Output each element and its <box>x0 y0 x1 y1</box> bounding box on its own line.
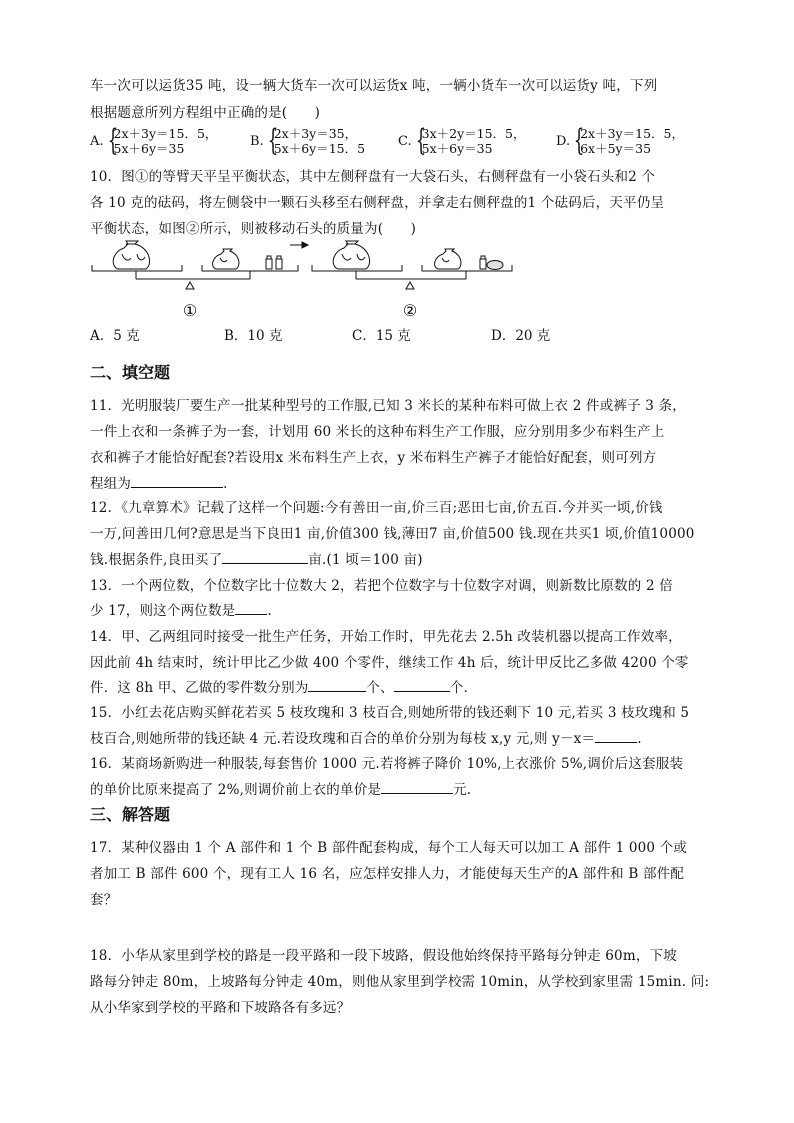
answer-blank[interactable] <box>308 677 366 692</box>
q15-text-line2: 枝百合,则她所带的钱还缺 4 元.若设玫瑰和百合的单价分别为每枝 x,y 元,则 y－x＝ . <box>90 727 642 747</box>
q14-text-line3: 件．这 8h 甲、乙做的零件数分别为 个、 个． <box>90 676 477 696</box>
section-heading-fill-in: 二、填空题 <box>90 363 171 382</box>
section-heading-solve: 三、解答题 <box>90 805 171 824</box>
q11-text-line1: 11．光明服装厂要生产一批某种型号的工作服,已知 3 米长的某种布料可做上衣 2 件或裤子 3 条， <box>90 398 686 414</box>
q10-text-line1: 10．图①的等臂天平呈平衡状态，其中左侧秤盘有一大袋石头，右侧秤盘有一小袋石头和2 个 <box>90 169 656 185</box>
q10-text-line2: 各 10 克的砝码，将左侧袋中一颗石头移至右侧秤盘，并拿走右侧秤盘的1 个砝码后，天平仍呈 <box>90 195 665 211</box>
answer-blank[interactable] <box>131 473 223 488</box>
q10-choice-b[interactable]: B．10 克 <box>224 328 283 344</box>
balance-scales-figure <box>90 240 520 322</box>
answer-blank[interactable] <box>595 728 637 743</box>
q12-text-line3: 钱.根据条件,良田买了 亩.(1 顷＝100 亩) <box>90 548 423 568</box>
q12-text-line2: 一万,问善田几何?意思是当下良田1 亩,价值300 钱,薄田7 亩,价值500 钱.现在共买1 顷,价值10000 <box>90 526 695 542</box>
equation: 5x＋6y＝15．5 <box>273 141 366 156</box>
q9-text-line2: 根据题意所列方程组中正确的是( ) <box>90 105 321 121</box>
equation: 5x＋6y＝35 <box>421 141 493 156</box>
q13-text-line1: 13．一个两位数，个位数字比十位数大 2，若把个位数字与十位数字对调，则新数比原数的 2 倍 <box>90 578 673 594</box>
q11-text-line4: 程组为 . <box>90 472 228 492</box>
equation: 2x＋3y＝15．5， <box>113 126 218 141</box>
option-label: B. <box>250 133 264 149</box>
q10-choice-d[interactable]: D．20 克 <box>491 328 551 344</box>
answer-blank[interactable] <box>235 600 267 615</box>
balance-scale-1 <box>92 241 298 289</box>
q18-text-line3: 从小华家到学校的平路和下坡路各有多远？ <box>90 1000 351 1016</box>
q18-text-line1: 18．小华从家里到学校的路是一段平路和一段下坡路，假设他始终保持平路每分钟走 60m，下坡 <box>90 948 677 964</box>
q9-option-d[interactable]: D. { 2x＋3y＝15．5， 6x＋5y＝35 <box>556 123 684 158</box>
q18-text-line2: 路每分钟走 80m，上坡路每分钟走 40m，则他从家里到学校需 10min，从学校到家里需 15min. 问: <box>90 974 710 990</box>
q12-text-line1: 12．《九章算术》记载了这样一个问题:今有善田一亩,价三百;恶田七亩,价五百.今并买一顷,价钱 <box>90 500 663 516</box>
q11-text-line2: 一件上衣和一条裤子为一套，计划用 60 米长的这种布料生产工作服，应分别用多少布料生产上 <box>90 424 665 440</box>
q17-text-line1: 17．某种仪器由 1 个 A 部件和 1 个 B 部件配套构成，每个工人每天可以加工 A 部件 1 000 个或 <box>90 840 688 856</box>
q14-text-line1: 14．甲、乙两组同时接受一批生产任务，开始工作时，甲先花去 2.5h 改装机器以提高工作效率， <box>90 629 682 645</box>
q14-text-line2: 因此前 4h 结束时，统计甲比乙少做 400 个零件，继续工作 4h 后，统计甲反比乙多做 4200 个零 <box>90 655 689 671</box>
q13-text-line2: 少 17，则这个两位数是 . <box>90 599 272 619</box>
q17-text-line2: 者加工 B 部件 600 个，现有工人 16 名，应怎样安排人力，才能使每天生产的A 部件和 B 部件配 <box>90 866 685 882</box>
equation: 2x＋3y＝15．5， <box>580 126 684 141</box>
q11-text-line3: 衣和裤子才能恰好配套?若设用x 米布料生产上衣，y 米布料生产裤子才能恰好配套，则可列方 <box>90 450 657 466</box>
equation: 3x＋2y＝15．5， <box>421 126 526 141</box>
q9-option-a[interactable]: A. { 2x＋3y＝15．5， 5x＋6y＝35 <box>90 123 218 158</box>
q9-option-b[interactable]: B. { 2x＋3y＝35， 5x＋6y＝15．5 <box>250 123 366 158</box>
answer-blank[interactable] <box>222 549 308 564</box>
q16-text-line1: 16．某商场新购进一种服装,每套售价 1000 元.若将裤子降价 10%,上衣涨价 5%,调价后这套服装 <box>90 756 684 772</box>
equation: 2x＋3y＝35， <box>273 126 358 141</box>
option-label: C. <box>398 133 412 149</box>
q16-text-line2: 的单价比原来提高了 2%,则调价前上衣的单价是 元. <box>90 778 471 798</box>
option-label: A. <box>90 133 104 149</box>
option-label: D. <box>556 133 571 149</box>
equation: 6x＋5y＝35 <box>580 141 652 156</box>
q9-option-c[interactable]: C. { 3x＋2y＝15．5， 5x＋6y＝35 <box>398 123 526 158</box>
q10-choice-a[interactable]: A．5 克 <box>90 328 140 344</box>
q10-text-line3: 平衡状态，如图②所示，则被移动石头的质量为( ) <box>90 221 417 237</box>
q9-text-line1: 车一次可以运货35 吨，设一辆大货车一次可以运货x 吨，一辆小货车一次可以运货y 吨，下列 <box>90 78 658 94</box>
figure-1-label: ① <box>182 301 198 320</box>
q17-text-line3: 套？ <box>90 892 118 908</box>
q15-text-line1: 15．小红去花店购买鲜花若买 5 枝玫瑰和 3 枝百合,则她所带的钱还剩下 10 元,若买 3 枝玫瑰和 5 <box>90 705 690 721</box>
q10-choice-c[interactable]: C．15 克 <box>352 328 411 344</box>
figure-2-label: ② <box>402 301 418 320</box>
balance-scale-2 <box>312 241 512 289</box>
answer-blank[interactable] <box>394 677 450 692</box>
equation: 5x＋6y＝35 <box>113 141 185 156</box>
answer-blank[interactable] <box>381 779 453 794</box>
